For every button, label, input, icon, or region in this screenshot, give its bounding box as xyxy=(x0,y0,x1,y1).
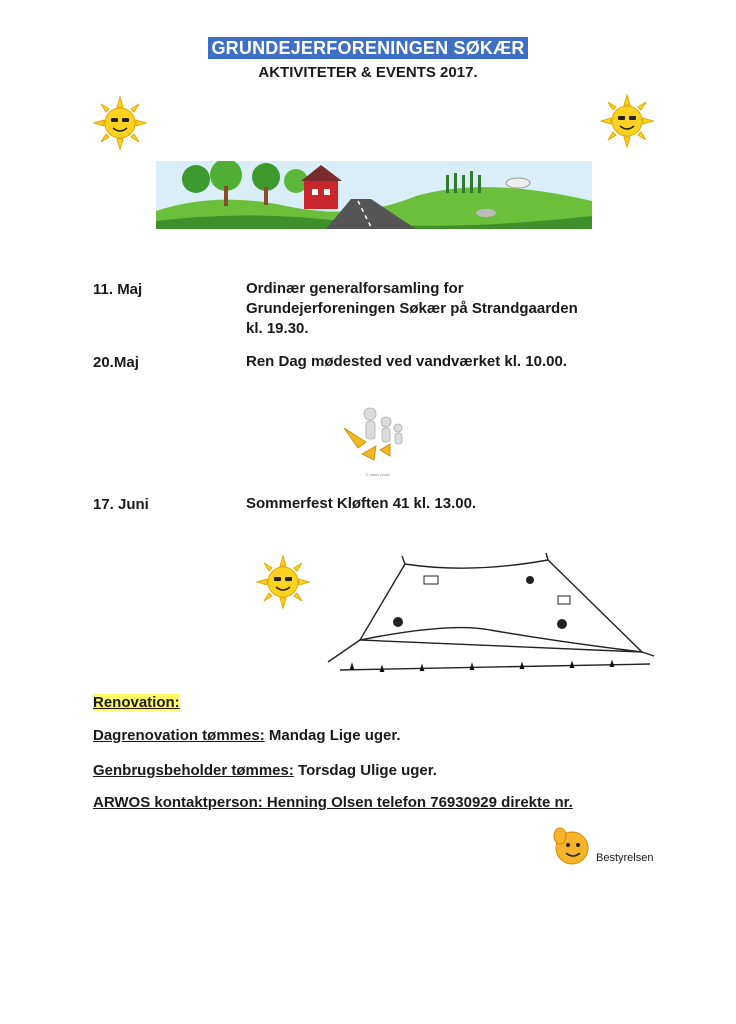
dag-value: Mandag Lige uger. xyxy=(264,727,401,744)
landscape-banner xyxy=(156,161,592,229)
svg-text:© stock photo: © stock photo xyxy=(365,472,391,477)
event-description xyxy=(246,279,646,339)
genbrug-label: Genbrugsbeholder tømmes: xyxy=(93,762,294,779)
contact-text: ARWOS kontaktperson: Henning Olsen telefon 76930929 direkte nr. xyxy=(93,794,573,811)
renovation-genbrug-line xyxy=(93,762,437,779)
tent-drawing xyxy=(320,552,660,690)
event-line: Grundejerforeningen Søkær på Strandgaarden xyxy=(246,300,578,317)
title-text: GRUNDEJERFORENINGEN SØKÆR xyxy=(208,37,527,59)
event-description xyxy=(246,352,646,372)
renovation-dag-line xyxy=(93,727,401,744)
renovation-heading-text: Renovation: xyxy=(93,694,180,711)
event-date: 11. Maj xyxy=(93,281,143,298)
event-date: 20.Maj xyxy=(93,354,139,371)
thumbs-up-smiley-icon xyxy=(548,826,594,866)
renovation-contact-line xyxy=(93,794,573,811)
dag-label: Dagrenovation tømmes: xyxy=(93,727,265,744)
event-line: Ren Dag mødested ved vandværket kl. 10.00. xyxy=(246,353,567,370)
page-subtitle: AKTIVITETER & EVENTS 2017. xyxy=(258,64,478,81)
cleaning-figures-image xyxy=(336,404,420,480)
event-description xyxy=(246,494,646,514)
event-date: 17. Juni xyxy=(93,496,149,513)
renovation-heading xyxy=(93,694,180,711)
page-title xyxy=(0,38,736,59)
signature: Bestyrelsen xyxy=(596,852,654,864)
sun-icon xyxy=(599,93,655,149)
event-line: Sommerfest Kløften 41 kl. 13.00. xyxy=(246,495,477,512)
sun-icon xyxy=(255,554,311,610)
sun-icon xyxy=(92,95,148,151)
event-line: Ordinær generalforsamling for xyxy=(246,280,464,297)
event-line: kl. 19.30. xyxy=(246,320,309,337)
genbrug-value: Torsdag Ulige uger. xyxy=(293,762,437,779)
